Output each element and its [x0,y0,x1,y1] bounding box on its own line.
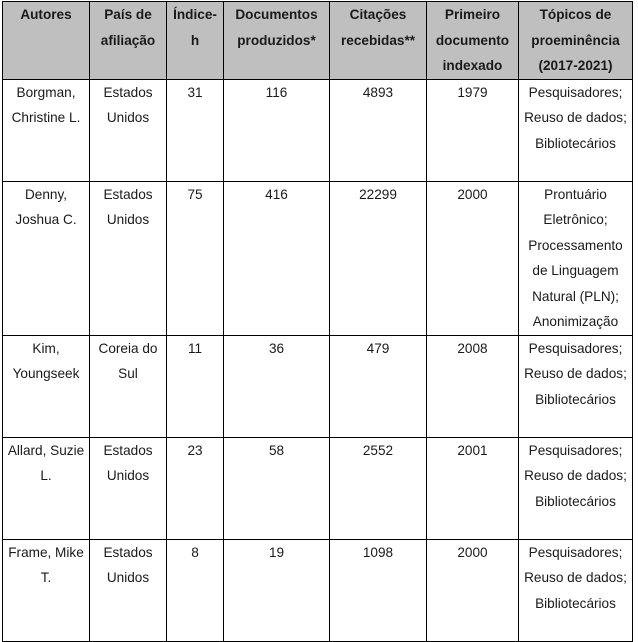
cell-author: Denny, Joshua C. [3,181,90,335]
cell-author: Borgman, Christine L. [3,79,90,181]
cell-country: Estados Unidos [90,79,167,181]
cell-country: Coreia do Sul [90,335,167,437]
table-row [3,335,633,437]
cell-h-index: 23 [167,437,224,539]
authors-table-container [2,1,633,642]
cell-topics: Prontuário Eletrônico; Processamento de Linguagem Natural (PLN); Anonimização [519,181,633,335]
cell-h-index: 8 [167,539,224,641]
cell-citations: 4893 [330,79,427,181]
table-row [3,181,633,335]
cell-documents: 116 [224,79,330,181]
table-row [3,437,633,539]
cell-citations: 1098 [330,539,427,641]
cell-topics: Pesquisadores; Reuso de dados; Bibliotecários [519,335,633,437]
header-autores: Autores [3,2,90,80]
header-topicos-proeminencia: Tópicos de proeminência (2017-2021) [519,2,633,80]
cell-first-doc: 2000 [427,539,519,641]
table-header-row [3,2,633,80]
cell-topics: Pesquisadores; Reuso de dados; Bibliotecários [519,437,633,539]
cell-author: Frame, Mike T. [3,539,90,641]
header-documentos-produzidos: Documentos produzidos* [224,2,330,80]
cell-documents: 58 [224,437,330,539]
authors-table [2,1,633,642]
cell-citations: 2552 [330,437,427,539]
cell-author: Kim, Youngseek [3,335,90,437]
header-indice-h: Índice-h [167,2,224,80]
cell-documents: 416 [224,181,330,335]
cell-author: Allard, Suzie L. [3,437,90,539]
cell-documents: 36 [224,335,330,437]
cell-h-index: 75 [167,181,224,335]
cell-country: Estados Unidos [90,539,167,641]
cell-first-doc: 2000 [427,181,519,335]
cell-h-index: 11 [167,335,224,437]
cell-topics: Pesquisadores; Reuso de dados; Bibliotecários [519,539,633,641]
table-row [3,79,633,181]
cell-citations: 479 [330,335,427,437]
cell-h-index: 31 [167,79,224,181]
table-row [3,539,633,641]
cell-country: Estados Unidos [90,181,167,335]
header-pais-afiliacao: País de afiliação [90,2,167,80]
header-primeiro-documento: Primeiro documento indexado [427,2,519,80]
cell-documents: 19 [224,539,330,641]
cell-citations: 22299 [330,181,427,335]
cell-topics: Pesquisadores; Reuso de dados; Bibliotecários [519,79,633,181]
cell-first-doc: 2008 [427,335,519,437]
header-citacoes-recebidas: Citações recebidas** [330,2,427,80]
cell-first-doc: 1979 [427,79,519,181]
cell-country: Estados Unidos [90,437,167,539]
cell-first-doc: 2001 [427,437,519,539]
